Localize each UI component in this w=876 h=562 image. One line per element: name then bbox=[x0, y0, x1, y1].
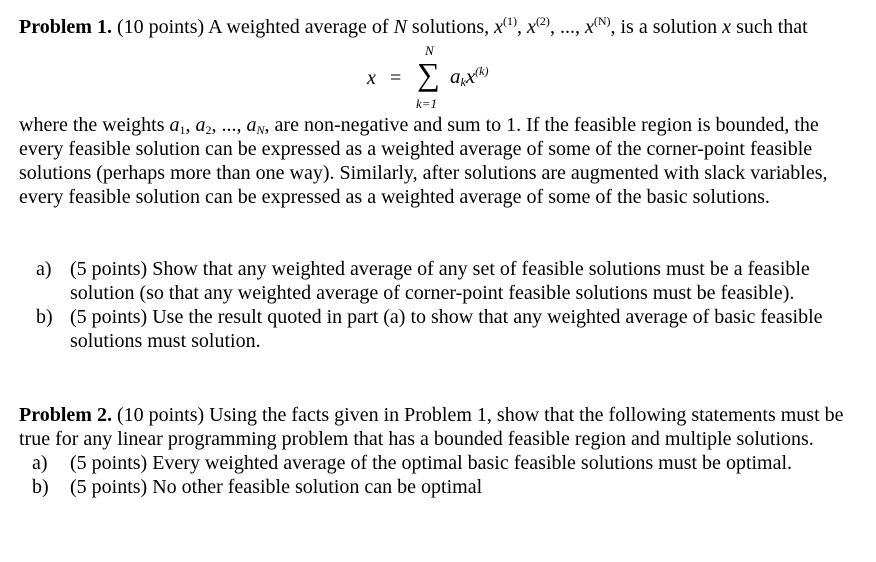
intro-text: solutions, bbox=[411, 16, 490, 38]
problem-2-body: (10 points) Using the facts given in Problem 1, show that the following statements must be true for any linear programming problem that has a bounded feasible region and multiple solutions. bbox=[19, 404, 844, 450]
list-item bbox=[19, 305, 859, 353]
var-x: x bbox=[722, 16, 732, 38]
var-N: N bbox=[393, 16, 407, 38]
formula-lhs: x bbox=[367, 67, 376, 89]
problem-1-parts bbox=[19, 257, 859, 353]
intro-text: , is a solution bbox=[610, 16, 718, 38]
problem-1-points: (10 points) bbox=[116, 16, 205, 38]
list-item bbox=[19, 451, 859, 475]
term-sup: (k) bbox=[475, 64, 489, 78]
part-label: b) bbox=[36, 306, 53, 328]
sup-2: (2) bbox=[535, 14, 550, 28]
var-x: x bbox=[584, 16, 594, 38]
list-item bbox=[19, 257, 859, 305]
sup-N: (N) bbox=[593, 14, 611, 28]
formula-term bbox=[450, 64, 488, 88]
document-page bbox=[19, 15, 859, 499]
problem-1-intro bbox=[19, 15, 859, 39]
part-label: a) bbox=[32, 452, 48, 474]
problem-2-intro bbox=[19, 403, 859, 451]
sep: , bbox=[185, 114, 191, 136]
problem-1-body bbox=[19, 113, 859, 209]
weight-a: a bbox=[169, 114, 180, 136]
term-var: x bbox=[465, 64, 476, 88]
sup-1: (1) bbox=[503, 14, 518, 28]
problem-2-heading: Problem 2. bbox=[19, 404, 112, 426]
weight-sub: 1 bbox=[179, 123, 186, 137]
part-label: a) bbox=[36, 258, 52, 280]
problem-1-heading: Problem 1. bbox=[19, 16, 112, 38]
intro-text: such that bbox=[736, 16, 808, 38]
sum-lower-limit: k=1 bbox=[416, 96, 438, 111]
weight-a: a bbox=[246, 114, 257, 136]
part-text: (5 points) No other feasible solution can be optimal bbox=[70, 476, 483, 498]
sum-upper-limit: N bbox=[425, 43, 434, 58]
weight-a: a bbox=[195, 114, 206, 136]
body-text: where the weights bbox=[19, 114, 165, 136]
list-item bbox=[19, 475, 859, 499]
sep: , bbox=[517, 16, 523, 38]
part-text: (5 points) Use the result quoted in part (a) to show that any weighted average of basic feasible solutions must solution. bbox=[70, 306, 823, 352]
sep: , ..., bbox=[549, 16, 580, 38]
coef-sub: k bbox=[460, 75, 466, 89]
part-text: (5 points) Every weighted average of the optimal basic feasible solutions must be optimal. bbox=[70, 452, 793, 474]
part-text: (5 points) Show that any weighted average of any set of feasible solutions must be a feasible solution (so that any weighted average of corner-point feasible solutions must be feasible). bbox=[70, 258, 810, 304]
coef: a bbox=[450, 64, 461, 88]
weight-sub: N bbox=[256, 123, 265, 137]
weighted-average-formula bbox=[19, 39, 859, 113]
var-x: x bbox=[494, 16, 504, 38]
var-x: x bbox=[527, 16, 536, 38]
weight-sub: 2 bbox=[205, 123, 212, 137]
intro-text: A weighted average of bbox=[208, 16, 389, 38]
body-text: , are non-negative and sum to 1. If the feasible region is bounded, the every feasible solution can be expressed as a weighted average of some of the corner-point feasible solutions (perhaps more than one way). Similarly, after solutions are augmented with slack variables, every feasible solution can be expressed as a weighted average of some of the basic solutions. bbox=[19, 114, 828, 208]
part-label: b) bbox=[32, 476, 49, 498]
sigma-symbol: ∑ bbox=[417, 56, 440, 92]
sep: , ..., bbox=[211, 114, 242, 136]
problem-2-parts bbox=[19, 451, 859, 499]
formula-equals: = bbox=[390, 67, 402, 89]
